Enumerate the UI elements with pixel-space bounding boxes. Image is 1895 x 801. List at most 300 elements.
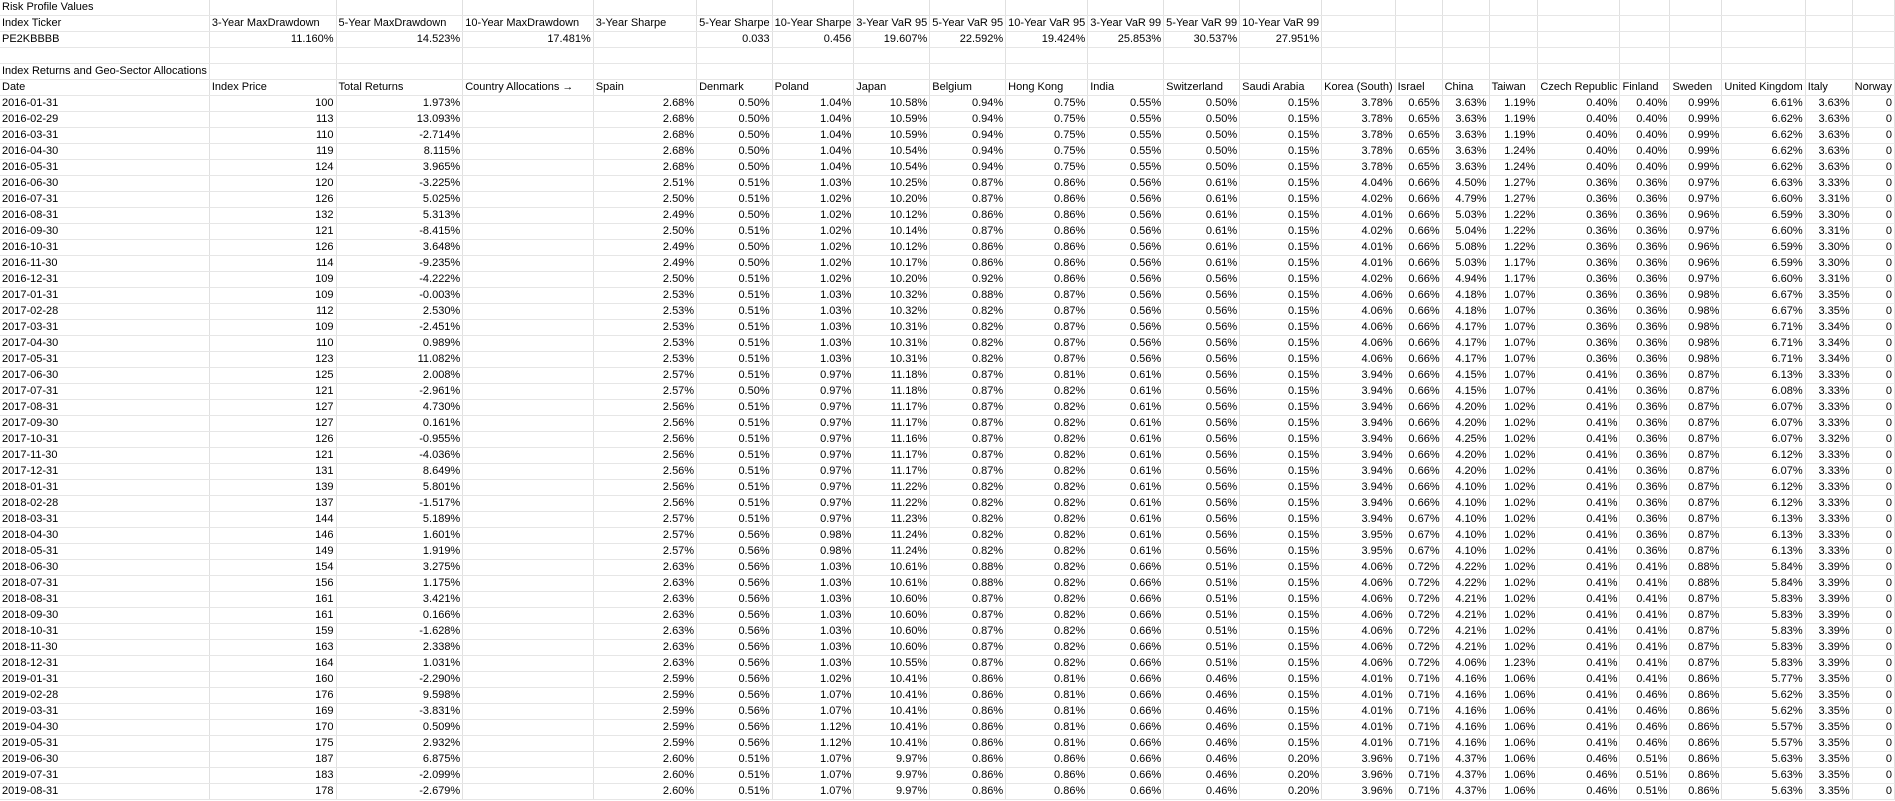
- grid-cell[interactable]: 10.31%: [854, 352, 930, 368]
- grid-cell[interactable]: 3.35%: [1805, 736, 1852, 752]
- grid-cell[interactable]: 0.41%: [1538, 608, 1620, 624]
- grid-cell[interactable]: 0.98%: [1670, 288, 1722, 304]
- grid-cell[interactable]: 10.55%: [854, 656, 930, 672]
- grid-cell[interactable]: 4.17%: [1442, 336, 1489, 352]
- grid-cell[interactable]: 1.07%: [772, 768, 854, 784]
- grid-cell[interactable]: 3.35%: [1805, 784, 1852, 800]
- grid-cell[interactable]: [1442, 16, 1489, 32]
- grid-cell[interactable]: 0.36%: [1620, 288, 1670, 304]
- grid-cell[interactable]: 6.60%: [1722, 272, 1805, 288]
- grid-cell[interactable]: 0.81%: [1006, 720, 1088, 736]
- grid-cell[interactable]: [1322, 0, 1395, 16]
- grid-cell[interactable]: 2016-10-31: [0, 240, 209, 256]
- grid-cell[interactable]: 0.66%: [1395, 352, 1442, 368]
- grid-cell[interactable]: 0.98%: [772, 544, 854, 560]
- grid-cell[interactable]: 0.87%: [1670, 416, 1722, 432]
- grid-cell[interactable]: [772, 0, 854, 16]
- grid-cell[interactable]: 0.51%: [697, 480, 773, 496]
- grid-cell[interactable]: 0.61%: [1088, 480, 1164, 496]
- grid-cell[interactable]: -0.955%: [336, 432, 463, 448]
- grid-cell[interactable]: 0.66%: [1395, 208, 1442, 224]
- grid-cell[interactable]: 0: [1852, 736, 1894, 752]
- grid-cell[interactable]: [1240, 64, 1322, 80]
- grid-cell[interactable]: 3.78%: [1322, 96, 1395, 112]
- grid-cell[interactable]: Spain: [593, 80, 696, 96]
- grid-cell[interactable]: -1.517%: [336, 496, 463, 512]
- grid-cell[interactable]: 0.82%: [930, 496, 1006, 512]
- grid-cell[interactable]: 0.15%: [1240, 640, 1322, 656]
- grid-cell[interactable]: 6.60%: [1722, 192, 1805, 208]
- grid-cell[interactable]: [1670, 0, 1722, 16]
- grid-cell[interactable]: 10.31%: [854, 336, 930, 352]
- grid-cell[interactable]: 0.66%: [1395, 336, 1442, 352]
- grid-cell[interactable]: 4.01%: [1322, 736, 1395, 752]
- grid-cell[interactable]: [593, 0, 696, 16]
- grid-cell[interactable]: 0.41%: [1620, 592, 1670, 608]
- grid-cell[interactable]: 149: [209, 544, 336, 560]
- grid-cell[interactable]: 0.96%: [1670, 208, 1722, 224]
- grid-cell[interactable]: 4.25%: [1442, 432, 1489, 448]
- grid-cell[interactable]: 10.60%: [854, 640, 930, 656]
- grid-cell[interactable]: 0: [1852, 496, 1894, 512]
- grid-cell[interactable]: 0.15%: [1240, 304, 1322, 320]
- grid-cell[interactable]: 2.57%: [593, 528, 696, 544]
- grid-cell[interactable]: 1.07%: [1489, 320, 1538, 336]
- grid-cell[interactable]: 0.97%: [772, 448, 854, 464]
- grid-cell[interactable]: 10.14%: [854, 224, 930, 240]
- grid-cell[interactable]: 0: [1852, 656, 1894, 672]
- grid-cell[interactable]: 0.86%: [1670, 736, 1722, 752]
- grid-cell[interactable]: 4.37%: [1442, 768, 1489, 784]
- grid-cell[interactable]: 0.55%: [1088, 112, 1164, 128]
- grid-cell[interactable]: [336, 64, 463, 80]
- grid-cell[interactable]: 4.06%: [1322, 336, 1395, 352]
- grid-cell[interactable]: 4.06%: [1322, 576, 1395, 592]
- grid-cell[interactable]: 1.02%: [772, 256, 854, 272]
- grid-cell[interactable]: 0.15%: [1240, 576, 1322, 592]
- grid-cell[interactable]: 0.15%: [1240, 592, 1322, 608]
- grid-cell[interactable]: 1.07%: [772, 704, 854, 720]
- grid-cell[interactable]: 0.66%: [1088, 672, 1164, 688]
- grid-cell[interactable]: 11.16%: [854, 432, 930, 448]
- grid-cell[interactable]: 5.08%: [1442, 240, 1489, 256]
- grid-cell[interactable]: 0.989%: [336, 336, 463, 352]
- grid-cell[interactable]: 0.40%: [1620, 96, 1670, 112]
- grid-cell[interactable]: 0.41%: [1538, 432, 1620, 448]
- grid-cell[interactable]: 10.59%: [854, 112, 930, 128]
- grid-cell[interactable]: [1395, 48, 1442, 64]
- grid-cell[interactable]: 0.99%: [1670, 160, 1722, 176]
- grid-cell[interactable]: 112: [209, 304, 336, 320]
- grid-cell[interactable]: 2.338%: [336, 640, 463, 656]
- grid-cell[interactable]: 0.51%: [1164, 624, 1240, 640]
- grid-cell[interactable]: 0.15%: [1240, 512, 1322, 528]
- grid-cell[interactable]: 0.81%: [1006, 672, 1088, 688]
- grid-cell[interactable]: 4.15%: [1442, 384, 1489, 400]
- grid-cell[interactable]: 0.87%: [1670, 496, 1722, 512]
- grid-cell[interactable]: 1.17%: [1489, 272, 1538, 288]
- grid-cell[interactable]: 2018-06-30: [0, 560, 209, 576]
- grid-cell[interactable]: 1.12%: [772, 736, 854, 752]
- grid-cell[interactable]: 10.61%: [854, 560, 930, 576]
- grid-cell[interactable]: 0.94%: [930, 144, 1006, 160]
- grid-cell[interactable]: [1322, 64, 1395, 80]
- grid-cell[interactable]: 1.27%: [1489, 192, 1538, 208]
- grid-cell[interactable]: 1.03%: [772, 640, 854, 656]
- grid-cell[interactable]: 0.82%: [1006, 512, 1088, 528]
- grid-cell[interactable]: 2017-02-28: [0, 304, 209, 320]
- grid-cell[interactable]: 4.16%: [1442, 736, 1489, 752]
- grid-cell[interactable]: 0.15%: [1240, 224, 1322, 240]
- grid-cell[interactable]: 2.60%: [593, 768, 696, 784]
- grid-cell[interactable]: 0.87%: [1670, 528, 1722, 544]
- grid-cell[interactable]: 0.41%: [1538, 592, 1620, 608]
- grid-cell[interactable]: 3.63%: [1442, 144, 1489, 160]
- grid-cell[interactable]: 5.62%: [1722, 688, 1805, 704]
- grid-cell[interactable]: 0.88%: [930, 288, 1006, 304]
- grid-cell[interactable]: 0.66%: [1395, 416, 1442, 432]
- grid-cell[interactable]: [1620, 64, 1670, 80]
- grid-cell[interactable]: 3.94%: [1322, 416, 1395, 432]
- grid-cell[interactable]: 6.60%: [1722, 224, 1805, 240]
- grid-cell[interactable]: 6.62%: [1722, 128, 1805, 144]
- grid-cell[interactable]: [1852, 48, 1894, 64]
- grid-cell[interactable]: 0: [1852, 448, 1894, 464]
- grid-cell[interactable]: India: [1088, 80, 1164, 96]
- grid-cell[interactable]: 0.41%: [1538, 704, 1620, 720]
- grid-cell[interactable]: [1489, 48, 1538, 64]
- grid-cell[interactable]: [697, 48, 773, 64]
- grid-cell[interactable]: 2.49%: [593, 240, 696, 256]
- grid-cell[interactable]: 0.56%: [697, 736, 773, 752]
- grid-cell[interactable]: 10.25%: [854, 176, 930, 192]
- grid-cell[interactable]: [463, 288, 594, 304]
- grid-cell[interactable]: [463, 64, 594, 80]
- grid-cell[interactable]: 3.34%: [1805, 320, 1852, 336]
- grid-cell[interactable]: [930, 0, 1006, 16]
- grid-cell[interactable]: 0.98%: [772, 528, 854, 544]
- grid-cell[interactable]: 1.031%: [336, 656, 463, 672]
- grid-cell[interactable]: [463, 224, 594, 240]
- grid-cell[interactable]: 0.88%: [930, 560, 1006, 576]
- grid-cell[interactable]: [209, 64, 336, 80]
- grid-cell[interactable]: 10.31%: [854, 320, 930, 336]
- grid-cell[interactable]: 5.57%: [1722, 736, 1805, 752]
- grid-cell[interactable]: 1.07%: [772, 752, 854, 768]
- grid-cell[interactable]: 0: [1852, 128, 1894, 144]
- grid-cell[interactable]: 0.56%: [697, 624, 773, 640]
- grid-cell[interactable]: 5.313%: [336, 208, 463, 224]
- grid-cell[interactable]: 0.66%: [1395, 448, 1442, 464]
- grid-cell[interactable]: 0.40%: [1538, 144, 1620, 160]
- grid-cell[interactable]: [463, 208, 594, 224]
- grid-cell[interactable]: 4.22%: [1442, 576, 1489, 592]
- grid-cell[interactable]: 4.01%: [1322, 256, 1395, 272]
- grid-cell[interactable]: 2.008%: [336, 368, 463, 384]
- grid-cell[interactable]: [593, 48, 696, 64]
- grid-cell[interactable]: 2017-11-30: [0, 448, 209, 464]
- grid-cell[interactable]: 2.50%: [593, 224, 696, 240]
- grid-cell[interactable]: 22.592%: [930, 32, 1006, 48]
- grid-cell[interactable]: 30.537%: [1164, 32, 1240, 48]
- grid-cell[interactable]: 119: [209, 144, 336, 160]
- grid-cell[interactable]: 0.87%: [1670, 432, 1722, 448]
- grid-cell[interactable]: 0.86%: [930, 720, 1006, 736]
- grid-cell[interactable]: 4.16%: [1442, 672, 1489, 688]
- grid-cell[interactable]: 5.83%: [1722, 592, 1805, 608]
- grid-cell[interactable]: 0: [1852, 512, 1894, 528]
- grid-cell[interactable]: 0.46%: [1164, 784, 1240, 800]
- grid-cell[interactable]: [1805, 48, 1852, 64]
- grid-cell[interactable]: 0.66%: [1395, 192, 1442, 208]
- grid-cell[interactable]: 0.56%: [1164, 272, 1240, 288]
- grid-cell[interactable]: 0.15%: [1240, 192, 1322, 208]
- grid-cell[interactable]: 0.36%: [1538, 352, 1620, 368]
- grid-cell[interactable]: 0.87%: [930, 464, 1006, 480]
- grid-cell[interactable]: 2018-08-31: [0, 592, 209, 608]
- grid-cell[interactable]: [1442, 32, 1489, 48]
- grid-cell[interactable]: 6.875%: [336, 752, 463, 768]
- grid-cell[interactable]: 0.36%: [1620, 256, 1670, 272]
- grid-cell[interactable]: 0.98%: [1670, 304, 1722, 320]
- grid-cell[interactable]: 0.86%: [1670, 688, 1722, 704]
- grid-cell[interactable]: 0.66%: [1088, 688, 1164, 704]
- grid-cell[interactable]: 4.04%: [1322, 176, 1395, 192]
- grid-cell[interactable]: 10-Year VaR 99: [1240, 16, 1322, 32]
- grid-cell[interactable]: [1852, 0, 1894, 16]
- grid-cell[interactable]: [463, 256, 594, 272]
- grid-cell[interactable]: 0.36%: [1620, 480, 1670, 496]
- grid-cell[interactable]: 1.07%: [1489, 352, 1538, 368]
- grid-cell[interactable]: 5.03%: [1442, 208, 1489, 224]
- grid-cell[interactable]: 1.22%: [1489, 208, 1538, 224]
- grid-cell[interactable]: 0.40%: [1538, 128, 1620, 144]
- grid-cell[interactable]: 110: [209, 336, 336, 352]
- grid-cell[interactable]: 0: [1852, 544, 1894, 560]
- grid-cell[interactable]: 0: [1852, 432, 1894, 448]
- grid-cell[interactable]: 0.41%: [1620, 624, 1670, 640]
- grid-cell[interactable]: 0.66%: [1088, 576, 1164, 592]
- grid-cell[interactable]: 3.35%: [1805, 720, 1852, 736]
- grid-cell[interactable]: [1489, 32, 1538, 48]
- grid-cell[interactable]: 121: [209, 384, 336, 400]
- grid-cell[interactable]: 0.15%: [1240, 720, 1322, 736]
- grid-cell[interactable]: 2018-12-31: [0, 656, 209, 672]
- grid-cell[interactable]: 1.919%: [336, 544, 463, 560]
- grid-cell[interactable]: [1240, 0, 1322, 16]
- grid-cell[interactable]: 0.36%: [1538, 320, 1620, 336]
- grid-cell[interactable]: 0.033: [697, 32, 773, 48]
- grid-cell[interactable]: 0.71%: [1395, 768, 1442, 784]
- grid-cell[interactable]: 0.61%: [1088, 432, 1164, 448]
- grid-cell[interactable]: 4.17%: [1442, 352, 1489, 368]
- grid-cell[interactable]: 0.97%: [1670, 176, 1722, 192]
- grid-cell[interactable]: [854, 48, 930, 64]
- grid-cell[interactable]: 0.88%: [930, 576, 1006, 592]
- grid-cell[interactable]: 0.36%: [1620, 208, 1670, 224]
- grid-cell[interactable]: 6.13%: [1722, 544, 1805, 560]
- grid-cell[interactable]: 0.51%: [697, 784, 773, 800]
- grid-cell[interactable]: 1.03%: [772, 576, 854, 592]
- grid-cell[interactable]: 0.56%: [1088, 256, 1164, 272]
- grid-cell[interactable]: 0.87%: [1670, 384, 1722, 400]
- grid-cell[interactable]: [1164, 0, 1240, 16]
- grid-cell[interactable]: 1.12%: [772, 720, 854, 736]
- grid-cell[interactable]: 0.72%: [1395, 592, 1442, 608]
- grid-cell[interactable]: 2.57%: [593, 512, 696, 528]
- grid-cell[interactable]: 0.46%: [1164, 768, 1240, 784]
- grid-cell[interactable]: 0: [1852, 592, 1894, 608]
- grid-cell[interactable]: 2.53%: [593, 304, 696, 320]
- grid-cell[interactable]: 0.56%: [1164, 400, 1240, 416]
- grid-cell[interactable]: 0.82%: [930, 480, 1006, 496]
- grid-cell[interactable]: [463, 624, 594, 640]
- grid-cell[interactable]: [1538, 48, 1620, 64]
- grid-cell[interactable]: 126: [209, 240, 336, 256]
- grid-cell[interactable]: [1620, 16, 1670, 32]
- grid-cell[interactable]: 0.61%: [1164, 176, 1240, 192]
- grid-cell[interactable]: Israel: [1395, 80, 1442, 96]
- grid-cell[interactable]: [463, 416, 594, 432]
- grid-cell[interactable]: 0.36%: [1620, 224, 1670, 240]
- grid-cell[interactable]: 0.15%: [1240, 352, 1322, 368]
- grid-cell[interactable]: 3.33%: [1805, 480, 1852, 496]
- grid-cell[interactable]: 100: [209, 96, 336, 112]
- grid-cell[interactable]: 0.82%: [930, 544, 1006, 560]
- grid-cell[interactable]: 1.27%: [1489, 176, 1538, 192]
- grid-cell[interactable]: 3.94%: [1322, 480, 1395, 496]
- grid-cell[interactable]: -2.451%: [336, 320, 463, 336]
- grid-cell[interactable]: 19.424%: [1006, 32, 1088, 48]
- grid-cell[interactable]: 1.02%: [1489, 544, 1538, 560]
- grid-cell[interactable]: 0.55%: [1088, 96, 1164, 112]
- grid-cell[interactable]: 2018-11-30: [0, 640, 209, 656]
- grid-cell[interactable]: 3-Year MaxDrawdown: [209, 16, 336, 32]
- grid-cell[interactable]: [1006, 48, 1088, 64]
- grid-cell[interactable]: 4.02%: [1322, 272, 1395, 288]
- grid-cell[interactable]: 0: [1852, 576, 1894, 592]
- grid-cell[interactable]: 1.03%: [772, 288, 854, 304]
- grid-cell[interactable]: 0.56%: [1088, 176, 1164, 192]
- grid-cell[interactable]: 0.99%: [1670, 128, 1722, 144]
- grid-cell[interactable]: 0.56%: [1164, 432, 1240, 448]
- grid-cell[interactable]: 0.71%: [1395, 704, 1442, 720]
- grid-cell[interactable]: 0.75%: [1006, 160, 1088, 176]
- grid-cell[interactable]: 3.33%: [1805, 384, 1852, 400]
- grid-cell[interactable]: 0.66%: [1088, 608, 1164, 624]
- grid-cell[interactable]: 9.97%: [854, 752, 930, 768]
- grid-cell[interactable]: 0.61%: [1164, 256, 1240, 272]
- grid-cell[interactable]: 0.36%: [1620, 432, 1670, 448]
- grid-cell[interactable]: [1538, 64, 1620, 80]
- grid-cell[interactable]: 0.94%: [930, 128, 1006, 144]
- grid-cell[interactable]: 0.56%: [1164, 480, 1240, 496]
- grid-cell[interactable]: 0.82%: [1006, 432, 1088, 448]
- grid-cell[interactable]: Saudi Arabia: [1240, 80, 1322, 96]
- grid-cell[interactable]: 0.97%: [772, 400, 854, 416]
- grid-cell[interactable]: [1722, 16, 1805, 32]
- grid-cell[interactable]: 4.06%: [1322, 288, 1395, 304]
- grid-cell[interactable]: [1240, 48, 1322, 64]
- grid-cell[interactable]: 0.56%: [697, 528, 773, 544]
- grid-cell[interactable]: 13.093%: [336, 112, 463, 128]
- grid-cell[interactable]: 11.082%: [336, 352, 463, 368]
- grid-cell[interactable]: 0.56%: [1164, 384, 1240, 400]
- grid-cell[interactable]: 0: [1852, 768, 1894, 784]
- grid-cell[interactable]: 0.66%: [1395, 464, 1442, 480]
- grid-cell[interactable]: 0: [1852, 208, 1894, 224]
- grid-cell[interactable]: 0.86%: [930, 752, 1006, 768]
- grid-cell[interactable]: 0.66%: [1395, 224, 1442, 240]
- grid-cell[interactable]: [463, 320, 594, 336]
- grid-cell[interactable]: 1.02%: [772, 672, 854, 688]
- grid-cell[interactable]: 2.68%: [593, 160, 696, 176]
- grid-cell[interactable]: 0.82%: [1006, 608, 1088, 624]
- grid-cell[interactable]: 0.15%: [1240, 704, 1322, 720]
- grid-cell[interactable]: -1.628%: [336, 624, 463, 640]
- grid-cell[interactable]: [463, 512, 594, 528]
- grid-cell[interactable]: Taiwan: [1489, 80, 1538, 96]
- grid-cell[interactable]: 4.01%: [1322, 688, 1395, 704]
- grid-cell[interactable]: 0: [1852, 160, 1894, 176]
- grid-cell[interactable]: 0.65%: [1395, 96, 1442, 112]
- grid-cell[interactable]: 0: [1852, 640, 1894, 656]
- grid-cell[interactable]: 0.15%: [1240, 432, 1322, 448]
- grid-cell[interactable]: 2018-05-31: [0, 544, 209, 560]
- grid-cell[interactable]: [1805, 16, 1852, 32]
- grid-cell[interactable]: 0: [1852, 688, 1894, 704]
- grid-cell[interactable]: PE2KBBBB: [0, 32, 209, 48]
- grid-cell[interactable]: 0.56%: [1088, 288, 1164, 304]
- grid-cell[interactable]: 0.41%: [1538, 416, 1620, 432]
- grid-cell[interactable]: Denmark: [697, 80, 773, 96]
- grid-cell[interactable]: [1722, 0, 1805, 16]
- grid-cell[interactable]: [463, 384, 594, 400]
- grid-cell[interactable]: 0.36%: [1620, 448, 1670, 464]
- grid-cell[interactable]: 0.51%: [697, 272, 773, 288]
- grid-cell[interactable]: 2016-07-31: [0, 192, 209, 208]
- grid-cell[interactable]: 3.275%: [336, 560, 463, 576]
- grid-cell[interactable]: [336, 48, 463, 64]
- grid-cell[interactable]: 0.50%: [1164, 144, 1240, 160]
- grid-cell[interactable]: 1.02%: [1489, 464, 1538, 480]
- grid-cell[interactable]: 3.39%: [1805, 576, 1852, 592]
- grid-cell[interactable]: 4.06%: [1322, 624, 1395, 640]
- grid-cell[interactable]: 10.41%: [854, 672, 930, 688]
- grid-cell[interactable]: 10.54%: [854, 144, 930, 160]
- grid-cell[interactable]: 0.36%: [1620, 240, 1670, 256]
- grid-cell[interactable]: Finland: [1620, 80, 1670, 96]
- grid-cell[interactable]: 0.75%: [1006, 96, 1088, 112]
- grid-cell[interactable]: [463, 640, 594, 656]
- grid-cell[interactable]: 0.56%: [1088, 224, 1164, 240]
- grid-cell[interactable]: 1.22%: [1489, 224, 1538, 240]
- grid-cell[interactable]: [1322, 32, 1395, 48]
- grid-cell[interactable]: 3.30%: [1805, 256, 1852, 272]
- grid-cell[interactable]: 1.06%: [1489, 784, 1538, 800]
- grid-cell[interactable]: 0.88%: [1670, 576, 1722, 592]
- grid-cell[interactable]: 5.189%: [336, 512, 463, 528]
- grid-cell[interactable]: 0: [1852, 416, 1894, 432]
- grid-cell[interactable]: 178: [209, 784, 336, 800]
- grid-cell[interactable]: 10.58%: [854, 96, 930, 112]
- grid-cell[interactable]: United Kingdom: [1722, 80, 1805, 96]
- grid-cell[interactable]: 0.36%: [1620, 304, 1670, 320]
- grid-cell[interactable]: 0.41%: [1538, 528, 1620, 544]
- grid-cell[interactable]: 170: [209, 720, 336, 736]
- grid-cell[interactable]: 123: [209, 352, 336, 368]
- grid-cell[interactable]: 0.36%: [1538, 224, 1620, 240]
